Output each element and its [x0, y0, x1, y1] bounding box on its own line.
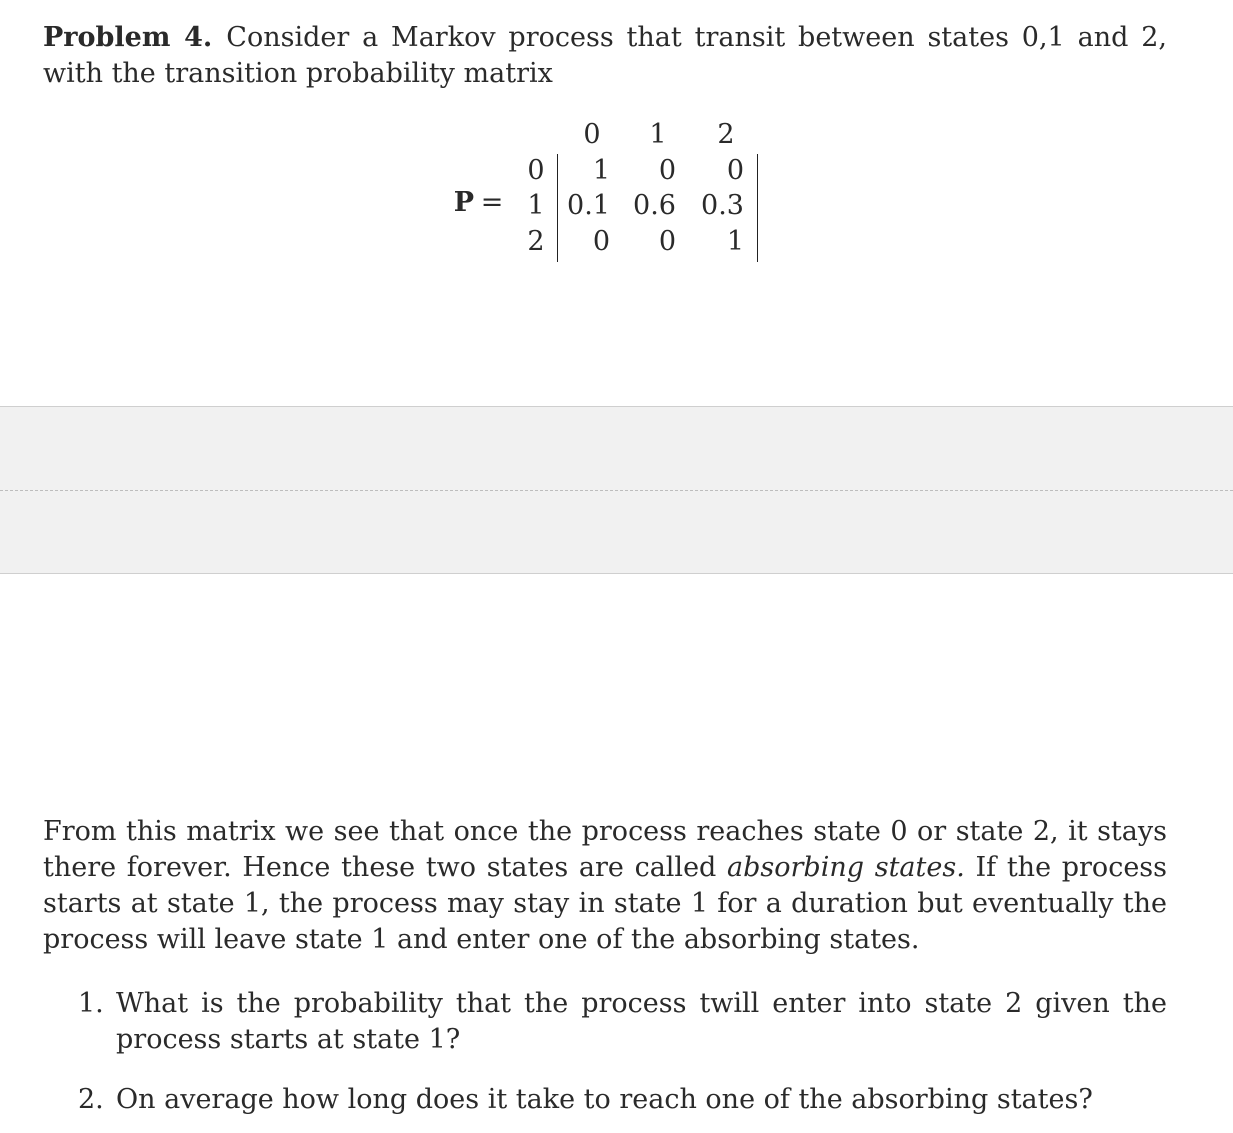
explanation-text-2: If the process starts at state 1, the process may stay in state 1 for a duration but eventually the process will leave state 1 and enter one of the absorbing states. — [43, 852, 1168, 955]
row-label: 0 — [527, 155, 545, 186]
page-break-band-top — [0, 406, 1233, 491]
matrix-symbol: P — [453, 187, 474, 218]
row-label: 2 — [527, 226, 545, 257]
matrix-cell: 1 — [592, 155, 610, 186]
transition-matrix — [0, 0, 1233, 300]
matrix-cell: 0 — [726, 155, 744, 186]
matrix-right-bar — [757, 154, 758, 262]
matrix-cell: 0.1 — [567, 190, 610, 221]
question-text: On average how long does it take to reach one of the absorbing states? — [116, 1084, 1093, 1115]
column-label: 0 — [583, 119, 601, 150]
column-label: 2 — [717, 119, 735, 150]
column-label: 1 — [649, 119, 667, 150]
matrix-cell: 0 — [592, 226, 610, 257]
question-number: 1. — [78, 988, 104, 1019]
row-label: 1 — [527, 190, 545, 221]
problem-heading: Problem 4. — [43, 22, 213, 53]
explanation-text-1: From this matrix we see that once the process reaches state 0 or state 2, it stays there forever. Hence these two states are called — [43, 816, 1167, 883]
question-item — [78, 986, 1167, 1058]
absorbing-states-term: absorbing states. — [727, 852, 965, 883]
matrix-equals: = — [480, 187, 504, 218]
explanation-paragraph — [43, 814, 1167, 958]
matrix-cell: 1 — [726, 226, 744, 257]
matrix-cell: 0 — [658, 155, 676, 186]
question-number: 2. — [78, 1084, 104, 1115]
question-item — [78, 1082, 1167, 1118]
matrix-cell: 0 — [658, 226, 676, 257]
question-text: What is the probability that the process twill enter into state 2 given the process starts at state 1? — [116, 988, 1167, 1055]
matrix-cell: 0.6 — [633, 190, 676, 221]
page-break-band-bottom — [0, 491, 1233, 574]
problem-intro: Consider a Markov process that transit between states 0,1 and 2, with the transition probability matrix — [43, 22, 1167, 89]
matrix-left-bar — [557, 154, 558, 262]
matrix-cell: 0.3 — [701, 190, 744, 221]
